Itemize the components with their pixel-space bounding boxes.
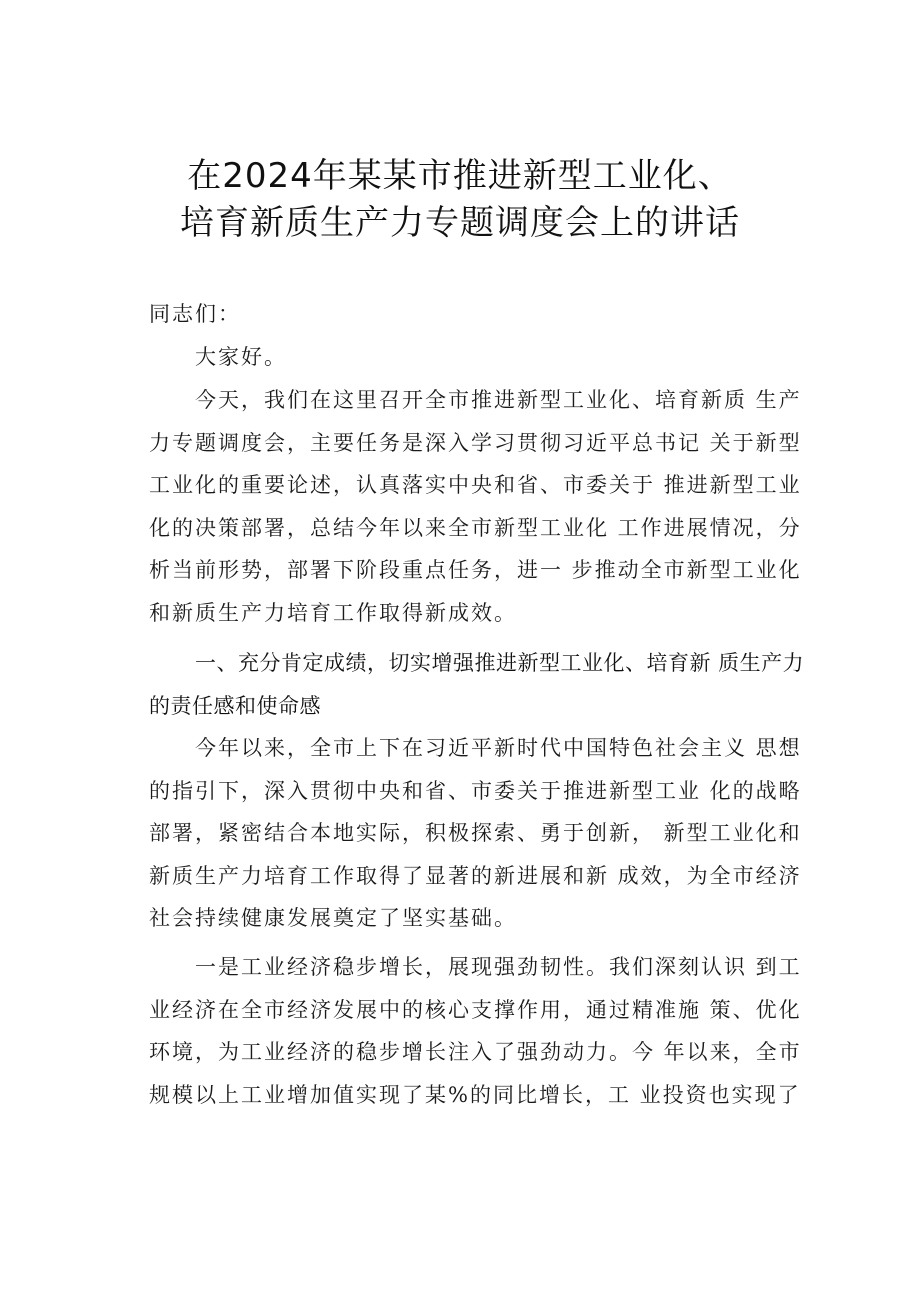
- greeting: 大家好。: [195, 345, 287, 369]
- point-1-paragraph: 一是工业经济稳步增长，展现强劲韧性。我们深刻认识 到工业经济在全市经济发展中的核心支撑作用，通过精准施 策、优化环境，为工业经济的稳步增长注入了强劲动力。今 年以来，全市规模以上工业增加值实现了某%的同比增长，工 业投资也实现了: [149, 955, 802, 1107]
- section-1-paragraph: 今年以来，全市上下在习近平新时代中国特色社会主义 思想的指引下，深入贯彻中央和省、市委关于推进新型工业 化的战略部署，紧密结合本地实际，积极探索、勇于创新， 新型工业化和新质生产力培育工作取得了显著的新进展和新 成效，为全市经济社会持续健康发展奠定了坚实基础。: [149, 736, 802, 930]
- section-1-heading: 一、充分肯定成绩，切实增强推进新型工业化、培育新 质生产力的责任感和使命感: [149, 651, 805, 718]
- document-title-line-2: 培育新质生产力专题调度会上的讲话: [180, 203, 740, 243]
- document-title-line-1: 在2024年某某市推进新型工业化、: [187, 156, 733, 196]
- salutation: 同志们：: [149, 302, 241, 326]
- intro-paragraph: 今天，我们在这里召开全市推进新型工业化、培育新质 生产力专题调度会，主要任务是深入学习贯彻习近平总书记 关于新型工业化的重要论述，认真落实中央和省、市委关于 推进新型工业化的决策部署，总结今年以来全市新型工业化 工作进展情况，分析当前形势，部署下阶段重点任务，进一 步推动全市新型工业化和新质生产力培育工作取得新成效。: [149, 388, 802, 625]
